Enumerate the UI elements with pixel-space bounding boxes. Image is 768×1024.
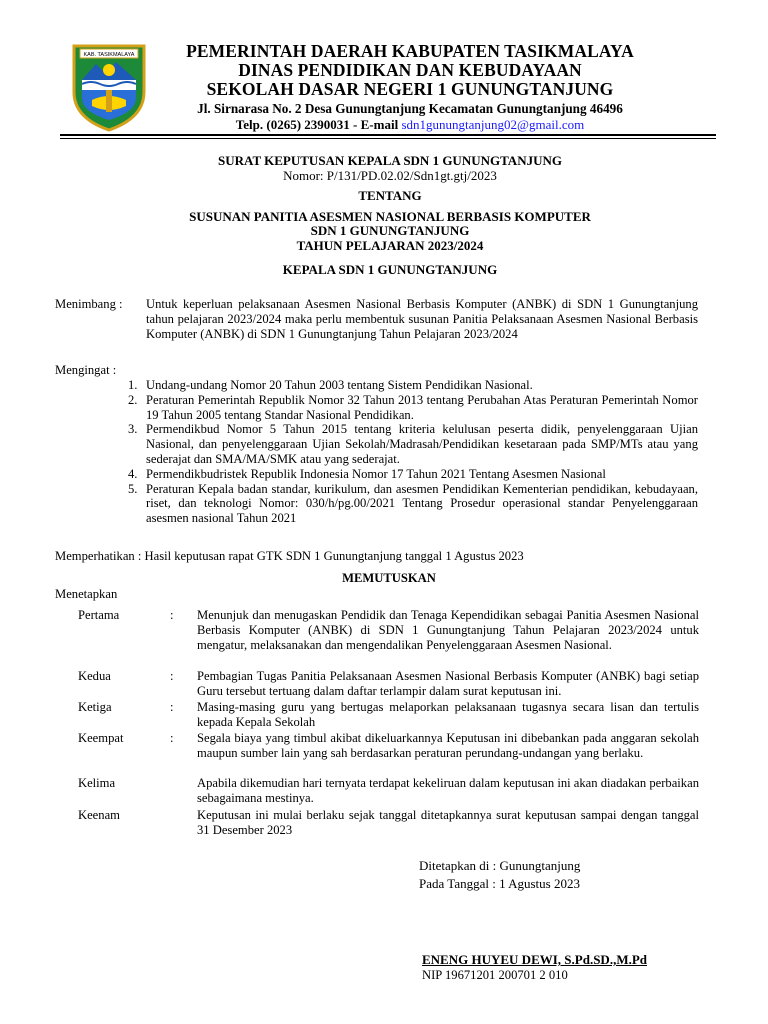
- decree-about: TENTANG: [358, 188, 422, 203]
- letterhead-contact: [160, 117, 660, 133]
- letterhead-line-1: PEMERINTAH DAERAH KABUPATEN TASIKMALAYA: [186, 41, 634, 61]
- decree-heading: [160, 154, 620, 278]
- letterhead-address: Jl. Sirnarasa No. 2 Desa Gunungtanjung Kecamatan Gunungtanjung 46496: [197, 101, 623, 116]
- decree-number: Nomor: P/131/PD.02.02/Sdn1gt.gtj/2023: [283, 167, 497, 183]
- letterhead-rule-thick: [60, 134, 716, 136]
- decree-title: SURAT KEPUTUSAN KEPALA SDN 1 GUNUNGTANJUNG: [218, 153, 562, 168]
- letterhead-line-3: SEKOLAH DASAR NEGERI 1 GUNUNGTANJUNG: [206, 79, 614, 99]
- signature-place: Ditetapkan di : Gunungtanjung: [419, 858, 581, 873]
- decree-head: KEPALA SDN 1 GUNUNGTANJUNG: [282, 262, 498, 277]
- signature-date: Pada Tanggal : 1 Agustus 2023: [419, 876, 580, 891]
- document-page: KAB. TASIKMALAYA PEMERINTAH DAERAH KABUPATEN TASIKMALAYA DINAS PENDIDIKAN DAN KEBUDAYAAN SEKOLAH DASAR NEGERI 1 GUNUNGTANJUNG Jl. Sirnarasa No. 2 Desa Gunungtanjung Kecamatan Gunungtanjung 46496 Telp. (0265) 2390031 - E-mail sdn1gunungtanjung02@gmail.com SURAT KEPUTUSAN KEPALA SDN 1 GUNUNGTANJUNG Nomor: P/131/PD.02.02/Sdn1gt.gtj/2023 TENTANG SUSUNAN PANITIA ASESMEN NASIONAL BERBASIS KOMPUTER SDN 1 GUNUNGTANJUNG TAHUN PELAJARAN 2023/2024 KEPALA SDN 1 GUNUNGTANJUNG Menimbang : Untuk keperluan pelaksanaan Asesmen Nasional Berbasis Komputer (ANBK) di SDN 1 Gunungtanjung tahun pelajaran 2023/2024 maka perlu membentuk susunan Panitia Pelaksanaan Asesmen Nasional Berbasis Komputer (ANBK) di SDN 1 Gunungtanjung Tahun Pelajaran 2023/2024 Mengingat : 1. Undang-undang Nomor 20 Tahun 2003 tentang Sistem Pendidikan Nasional. 2. Peraturan Pemerintah Republik Nomor 32 Tahun 2013 tentang Perubahan Atas Peraturan Pemerintah Nomor 19 Tahun 2005 tentang Standar Nasional Pendidikan. 3. Permendikbud Nomor 5 Tahun 2015 tentang kriteria kelulusan peserta didik, penyelenggaraan Ujian Nasional, dan penyelenggaraan Ujian Sekolah/Madrasah/Pendidikan kesetaraan pada SMP/MTs atau yang sederajat dan SMA/MA/SMK atau yang sederajat. 4. Permendikbudristek Republik Indonesia Nomor 17 Tahun 2021 Tentang Asesmen Nasional 5. Peraturan Kepala badan standar, kurikulum, dan asesmen Pendidikan Kementerian pendidikan, kebudayaan, riset, dan teknologi Nomor: 030/h/pg.00/2021 Tentang Prosedur operasional standar Penyelenggaraan asesmen nasional Tahun 2021 Memperhatikan : Hasil keputusan rapat GTK SDN 1 Gunungtanjung tanggal 1 Agustus 2023 MEMUTUSKAN Menetapkan Pertama : Menunjuk dan menugaskan Pendidik dan Tenaga Kependidikan sebagai Panitia Asesmen Nasional Berbasis Komputer (ANBK) di SDN 1 Gunungtanjung Tahun Pelajaran 2023/2024 untuk mengatur, melaksanakan dan mengendalikan Penyelenggaraan Asesmen Nasional. Kedua : Pembagian Tugas Panitia Pelaksanaan Asesmen Nasional Berbasis Komputer (ANBK) bagi setiap Guru tersebut tertuang dalam daftar terlampir dalam surat keputusan ini. Ketiga : Masing-masing guru yang bertugas melaporkan pelaksanaan tugasnya secara lisan dan tertulis kepada Kepala Sekolah Keempat : Segala biaya yang timbul akibat dikeluarkannya Keputusan ini dibebankan pada anggaran sekolah maupun sumber lain yang sah berdasarkan peraturan perundang-undangan yang berlaku. Kelima Apabila dikemudian hari ternyata terdapat kekeliruan dalam keputusan ini akan diadakan perbaikan sebagaimana mestinya. Keenam Keputusan ini mulai berlaku sejak tanggal ditetapkannya surat keputusan sampai dengan tanggal 31 Desember 2023 Ditetapkan di : Gunungtanjung Pada Tanggal : 1 Agustus 2023 ENENG HUYEU DEWI, S.Pd.SD.,M.Pd NIP 19671201 200701 2 010: [0, 0, 768, 1024]
- list-item: 5. Peraturan Kepala badan standar, kurikulum, dan asesmen Pendidikan Kementerian pendidikan, kebudayaan, riset, dan teknologi Nomor: 030/h/pg.00/2021 Tentang Prosedur operasional standar Penyelenggaraan asesmen nasional Tahun 2021: [128, 481, 698, 526]
- letterhead: [160, 42, 660, 133]
- signatory-nip: NIP 19671201 200701 2 010: [422, 968, 568, 982]
- list-item: 4. Permendikbudristek Republik Indonesia Nomor 17 Tahun 2021 Tentang Asesmen Nasional: [128, 466, 606, 481]
- decree-subject-3: TAHUN PELAJARAN 2023/2024: [296, 237, 484, 253]
- menetapkan-label: Menetapkan: [55, 587, 118, 601]
- list-item: 2. Peraturan Pemerintah Republik Nomor 32 Tahun 2013 tentang Perubahan Atas Peraturan Pemerintah Nomor 19 Tahun 2005 tentang Standar Nasional Pendidikan.: [128, 392, 698, 422]
- contact-email-link[interactable]: sdn1gunungtanjung02@gmail.com: [401, 117, 585, 132]
- mengingat-list: [128, 378, 698, 526]
- memutuskan-heading: MEMUTUSKAN: [342, 571, 436, 585]
- logo-label: KAB. TASIKMALAYA: [83, 52, 135, 58]
- letterhead-rule-thin: [60, 138, 716, 139]
- mengingat-label: Mengingat :: [55, 363, 117, 377]
- contact-phone: Telp. (0265) 2390031 - E-mail: [235, 117, 402, 132]
- menimbang-label: Menimbang :: [55, 297, 123, 311]
- list-item: 1. Undang-undang Nomor 20 Tahun 2003 tentang Sistem Pendidikan Nasional.: [128, 378, 533, 392]
- decree-subject-1: SUSUNAN PANITIA ASESMEN NASIONAL BERBASIS KOMPUTER: [189, 208, 591, 224]
- menimbang-text: Untuk keperluan pelaksanaan Asesmen Nasional Berbasis Komputer (ANBK) di SDN 1 Gunungtanjung tahun pelajaran 2023/2024 maka perlu membentuk susunan Panitia Pelaksanaan Asesmen Nasional Berbasis Komputer (ANBK) di SDN 1 Gunungtanjung Tahun Pelajaran 2023/2024: [146, 297, 698, 341]
- decree-subject-2: SDN 1 GUNUNGTANJUNG: [310, 223, 470, 238]
- signatory-name: ENENG HUYEU DEWI, S.Pd.SD.,M.Pd: [422, 952, 648, 967]
- letterhead-line-2: DINAS PENDIDIKAN DAN KEBUDAYAAN: [238, 60, 582, 80]
- memperhatikan-text: Memperhatikan : Hasil keputusan rapat GTK SDN 1 Gunungtanjung tanggal 1 Agustus 2023: [55, 549, 524, 563]
- list-item: 3. Permendikbud Nomor 5 Tahun 2015 tentang kriteria kelulusan peserta didik, penyelenggaraan Ujian Nasional, dan penyelenggaraan Ujian Sekolah/Madrasah/Pendidikan kesetaraan pada SMP/MTs atau yang sederajat dan SMA/MA/SMK atau yang sederajat.: [128, 422, 698, 466]
- regency-logo-icon: [66, 40, 152, 132]
